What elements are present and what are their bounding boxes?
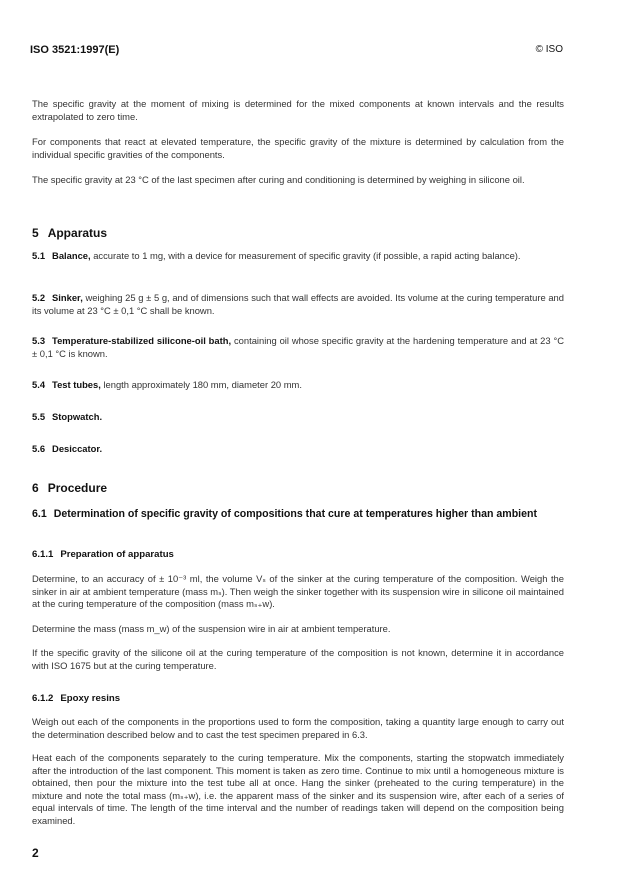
item-text: length approximately 180 mm, diameter 20 mm. — [103, 379, 302, 390]
apparatus-item — [32, 250, 564, 263]
epoxy-paragraph-2: Heat each of the components separately to the curing temperature. Mix the components, starting the stopwatch immediately after the introduction of the last component. This moment is taken as zero time. Continue to mix until a homogeneous mixture is obtained, then pour the mixture into the test tube all at once. Hang the sinker (preheated to the curing temperature) in the mixture and note the total mass (mₛ₊w), i.e. the apparent mass of the sinker and its suspension wire, after each of a series of equal intervals of time. The length of the time interval and the number of readings taken will depend on the composition being examined. — [32, 752, 564, 826]
section-6-number: 6 — [32, 481, 39, 495]
preparation-paragraph-2: Determine the mass (mass m_w) of the suspension wire in air at ambient temperature. — [32, 623, 391, 634]
subsection-6-1-heading — [32, 508, 564, 522]
apparatus-item — [32, 411, 564, 424]
preparation-paragraph-3: If the specific gravity of the silicone oil at the curing temperature of the composition is not known, determine it in accordance with ISO 1675 but at the curing temperature. — [32, 647, 564, 671]
subsection-number: 6.1.2 — [32, 693, 54, 704]
item-number: 5.5 — [32, 411, 46, 422]
item-number: 5.2 — [32, 292, 46, 303]
intro-paragraph-3: The specific gravity at 23 °C of the last specimen after curing and conditioning is determined by weighing in silicone oil. — [32, 174, 525, 185]
section-6-title: Procedure — [47, 481, 108, 495]
epoxy-paragraph-1: Weigh out each of the components in the proportions used to form the composition, taking a quantity large enough to carry out the determination described below and to cast the test specimen prepared in 6.3. — [32, 716, 564, 740]
subsection-6-1-2-heading — [32, 693, 120, 704]
item-number: 5.6 — [32, 443, 46, 454]
preparation-paragraph-1: Determine, to an accuracy of ± 10⁻³ ml, the volume Vₛ of the sinker at the curing temperature of the composition. Weigh the sinker in air at ambient temperature (mass mₛ). Then weigh the sinker together with its suspension wire in silicone oil maintained at the curing temperature of the composition (mass mₛ₊w). — [32, 573, 564, 609]
subsection-title: Preparation of apparatus — [60, 549, 174, 560]
subsection-title: Determination of specific gravity of compositions that cure at temperatures higher than ambient — [53, 508, 538, 520]
item-number: 5.4 — [32, 379, 46, 390]
item-title: Stopwatch. — [52, 411, 103, 422]
intro-paragraph-1: The specific gravity at the moment of mixing is determined for the mixed components at known intervals and the results extrapolated to zero time. — [32, 98, 564, 122]
item-title: Sinker, — [52, 292, 83, 303]
apparatus-item — [32, 335, 564, 360]
subsection-title: Epoxy resins — [60, 693, 121, 704]
copyright-mark: © ISO — [535, 44, 563, 55]
apparatus-item — [32, 292, 564, 317]
item-title: Balance, — [52, 250, 91, 261]
section-6-heading — [32, 481, 107, 495]
item-title: Desiccator. — [52, 443, 103, 454]
item-number: 5.3 — [32, 335, 46, 346]
item-number: 5.1 — [32, 250, 46, 261]
section-5-number: 5 — [32, 226, 39, 240]
item-text: containing oil whose specific gravity at the hardening temperature and at 23 °C ± 0,1 °C is known. — [32, 335, 565, 359]
apparatus-item — [32, 379, 564, 392]
standard-number: ISO 3521:1997(E) — [30, 44, 120, 56]
subsection-number: 6.1 — [32, 508, 47, 520]
section-5-title: Apparatus — [47, 226, 108, 240]
item-title: Temperature-stabilized silicone-oil bath, — [52, 335, 232, 346]
item-text: accurate to 1 mg, with a device for measurement of specific gravity (if possible, a rapid acting balance). — [93, 250, 521, 261]
apparatus-item — [32, 443, 564, 456]
item-title: Test tubes, — [52, 379, 101, 390]
subsection-6-1-1-heading — [32, 549, 174, 560]
page-number: 2 — [32, 846, 39, 860]
item-text: weighing 25 g ± 5 g, and of dimensions such that wall effects are avoided. Its volume at the curing temperature and its volume at 23 °C ± 0,1 °C shall be known. — [32, 292, 564, 316]
intro-paragraph-2: For components that react at elevated temperature, the specific gravity of the mixture is determined by calculation from the individual specific gravities of the components. — [32, 136, 564, 160]
subsection-number: 6.1.1 — [32, 549, 54, 560]
section-5-heading — [32, 226, 107, 240]
